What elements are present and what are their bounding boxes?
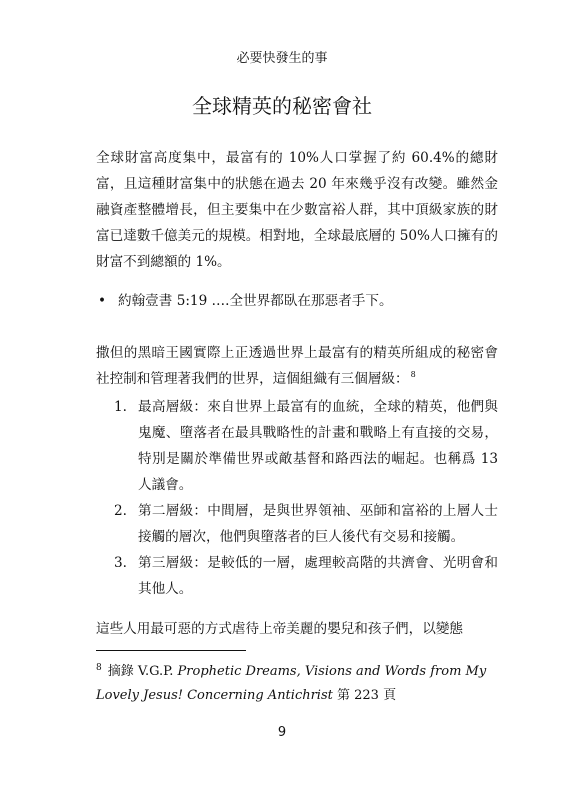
paragraph-secret-society [96, 340, 498, 392]
list-number: 2. [114, 503, 127, 519]
list-item-text: 第三層級：是較低的一層，處理較高階的共濟會、光明會和其他人。 [138, 555, 498, 597]
list-item [96, 394, 498, 498]
paragraph-continuation: 這些人用最可惡的方式虐待上帝美麗的嬰兒和孩子們，以變態 [96, 621, 464, 637]
footnote-reference[interactable]: 8 [410, 370, 416, 380]
page-number: 9 [277, 725, 287, 740]
bullet-text: 約翰壹書 5:19 ….全世界都臥在那惡者手下。 [118, 293, 393, 309]
list-item-text: 第二層級：中間層，是與世界領袖、巫師和富裕的上層人士接觸的層次，他們與墮落者的巨人後代有交易和接觸。 [138, 503, 498, 545]
footnote-prefix: 摘錄 V.G.P. [107, 664, 178, 679]
footnote-divider [96, 650, 246, 651]
paragraph-wealth-concentration: 全球財富高度集中，最富有的 10%人口掌握了約 60.4%的總財富，且這種財富集中的狀態在過去 20 年來幾乎沒有改變。雖然金融資產整體增長，但主要集中在少數富裕人群，其中頂級家族的財富已達數千億美元的規模。相對地，全球最底層的 50%人口擁有的財富不到總額的 1%。 [96, 150, 498, 270]
list-item [96, 550, 498, 602]
chapter-title: 全球精英的秘密會社 [192, 94, 372, 118]
footnote-mark: 8 [96, 662, 102, 673]
hierarchy-levels-list [96, 394, 498, 602]
scripture-bullet-list [96, 288, 498, 314]
footnote-suffix: 第 223 頁 [332, 688, 397, 703]
bullet-icon: • [98, 293, 107, 309]
list-item-text: 最高層級：來自世界上最富有的血統，全球的精英，他們與鬼魔、墮落者在最具戰略性的計畫和戰略上有直接的交易，特別是關於準備世界或敵基督和路西法的崛起。也稱爲 13 人議會。 [138, 399, 498, 493]
list-number: 3. [114, 555, 127, 571]
footnote-book-title: Prophetic Dreams, Visions and Words from My Lovely Jesus! Concerning Antichrist [96, 664, 487, 703]
list-number: 1. [114, 399, 127, 415]
list-item [96, 288, 498, 314]
list-item [96, 498, 498, 550]
running-header: 必要快發生的事 [236, 51, 328, 66]
footnote [96, 660, 498, 708]
paragraph-text: 撒但的黑暗王國實際上正透過世界上最富有的精英所組成的秘密會社控制和管理著我們的世界，這個組織有三個層級： [96, 345, 498, 387]
